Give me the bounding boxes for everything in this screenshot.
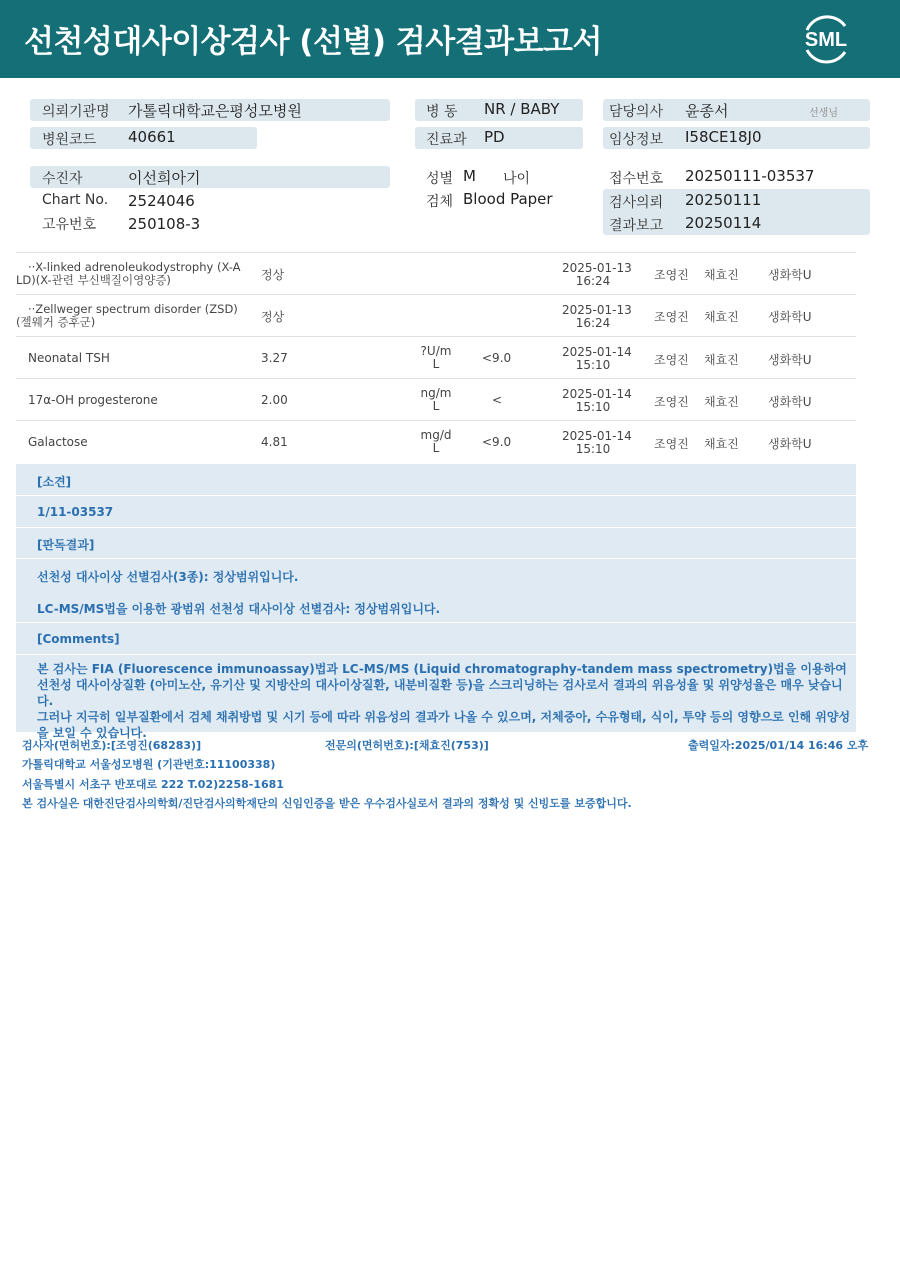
comments-paragraph-1: 본 검사는 FIA (Fluorescence immunoassay)법과 LC-MS/MS (Liquid chromatography-tandem mass spectrometry)법을 이용하여 선천성 대사이상질환 (아미노산, 유기산 및 지방산의 대사이상질환, 내분비질환 등)을 스크리닝하는 검사로서 결과의 위음성율 및 위양성율은 매우 낮습니다. [37,662,847,708]
age-label: 나이 [503,171,531,187]
comments-row [16,654,856,740]
chart-value: 2524046 [128,192,195,210]
footer-certification: 본 검사실은 대한진단검사의학회/진단검사의학재단의 신임인증을 받은 우수검사실로서 결과의 정확성 및 신빙도를 보증합니다. [22,797,632,810]
tester: 조영진 [654,437,689,451]
table-row [16,420,856,462]
table-row [16,294,856,336]
test-name: ··Zellweger spectrum disorder (ZSD) (젤웨거 증후군) [16,302,238,329]
footer-printed: 출력일자:2025/01/14 16:46 오후 [688,739,869,752]
sex-value: M [463,167,476,185]
test-name: 17α-OH progesterone [28,393,158,407]
institution-value: 가톨릭대학교은평성모병원 [128,102,302,120]
comments-text [37,661,852,741]
hospital-code-label: 병원코드 [42,132,97,148]
sml-logo [797,12,855,66]
test-result: 정상 [261,268,285,282]
sex-label: 성별 [426,171,454,187]
chart-label: Chart No. [42,192,109,208]
table-row [16,252,856,294]
logo-text: SML [804,29,848,51]
test-result: 2.00 [261,393,288,407]
verifier: 채효진 [704,268,739,282]
interpretation-row [16,558,856,622]
section: 생화학U [768,437,812,451]
doctor-suffix: 선생님 [809,108,838,119]
test-datetime: 2025-01-13 16:24 [562,303,632,330]
section: 생화학U [768,395,812,409]
test-result: 4.81 [261,435,288,449]
section: 생화학U [768,310,812,324]
comments-heading: [Comments] [37,632,120,646]
tester: 조영진 [654,353,689,367]
test-datetime: 2025-01-14 15:10 [562,387,632,414]
test-reference: <9.0 [482,351,512,365]
interpretation-line-1: 선천성 대사이상 선별검사(3종): 정상범위입니다. [37,570,299,584]
patient-value: 이선희아기 [128,169,201,187]
test-result: 3.27 [261,351,288,365]
report-value: 20250114 [685,214,762,232]
unique-value: 250108-3 [128,215,201,233]
request-label: 검사의뢰 [609,195,664,211]
verifier: 채효진 [704,437,739,451]
test-reference: < [492,393,503,407]
department-value: PD [484,128,505,146]
accession-label: 접수번호 [609,171,664,187]
doctor-value: 윤종서 [685,102,729,120]
test-reference: <9.0 [482,435,512,449]
section: 생화학U [768,268,812,282]
hospital-code-value: 40661 [128,128,176,146]
footer-hospital: 가톨릭대학교 서울성모병원 (기관번호:11100338) [22,758,276,771]
accession-value: 20250111-03537 [685,167,815,185]
test-name: Galactose [28,435,88,449]
test-unit: mg/d L [420,428,452,455]
findings-heading-row [16,463,856,495]
report-label: 결과보고 [609,218,664,234]
comments-paragraph-2: 그러나 지극히 일부질환에서 검체 채취방법 및 시기 등에 따라 위음성의 결과가 나올 수 있으며, 저체중아, 수유형태, 식이, 투약 등의 영향으로 인해 위양성을 보일 수 있습니다. [37,710,851,740]
test-datetime: 2025-01-14 15:10 [562,429,632,456]
verifier: 채효진 [704,310,739,324]
test-datetime: 2025-01-14 15:10 [562,345,632,372]
ward-value: NR / BABY [484,100,560,118]
department-label: 진료과 [426,132,467,148]
request-value: 20250111 [685,191,762,209]
test-name: Neonatal TSH [28,351,110,365]
clinical-value: I58CE18J0 [685,128,762,146]
footer-address: 서울특별시 서초구 반포대로 222 T.02)2258-1681 [22,778,284,791]
findings-heading: [소견] [37,475,72,489]
footer-tester: 검사자(면허번호):[조영진(68283)] [22,739,202,752]
specimen-value: Blood Paper [463,190,553,208]
test-unit: ?U/m L [420,344,452,371]
interpretation-heading: [판독결과] [37,538,95,552]
test-result: 정상 [261,310,285,324]
comments-heading-row [16,622,856,654]
section: 생화학U [768,353,812,367]
test-datetime: 2025-01-13 16:24 [562,261,632,288]
test-unit: ng/m L [420,386,452,413]
tester: 조영진 [654,268,689,282]
findings-code-row [16,495,856,527]
doctor-label: 담당의사 [609,104,664,120]
patient-label: 수진자 [42,171,83,187]
unique-label: 고유번호 [42,217,97,233]
patient-pill [30,166,390,188]
clinical-label: 임상정보 [609,132,664,148]
verifier: 채효진 [704,395,739,409]
interpretation-heading-row [16,527,856,558]
report-header [0,0,900,78]
tester: 조영진 [654,395,689,409]
footer-specialist: 전문의(면허번호):[채효진(753)] [325,739,489,752]
verifier: 채효진 [704,353,739,367]
institution-label: 의뢰기관명 [42,104,110,120]
table-row [16,336,856,378]
report-title: 선천성대사이상검사 (선별) 검사결과보고서 [24,24,602,60]
specimen-label: 검체 [426,194,454,210]
table-row [16,378,856,420]
ward-label: 병 동 [426,104,458,120]
tester: 조영진 [654,310,689,324]
test-name: ··X-linked adrenoleukodystrophy (X-A LD)(X-관련 부신백질이영양증) [16,260,241,287]
findings-code: 1/11-03537 [37,505,114,519]
interpretation-line-2: LC-MS/MS법을 이용한 광범위 선천성 대사이상 선별검사: 정상범위입니다. [37,602,441,616]
